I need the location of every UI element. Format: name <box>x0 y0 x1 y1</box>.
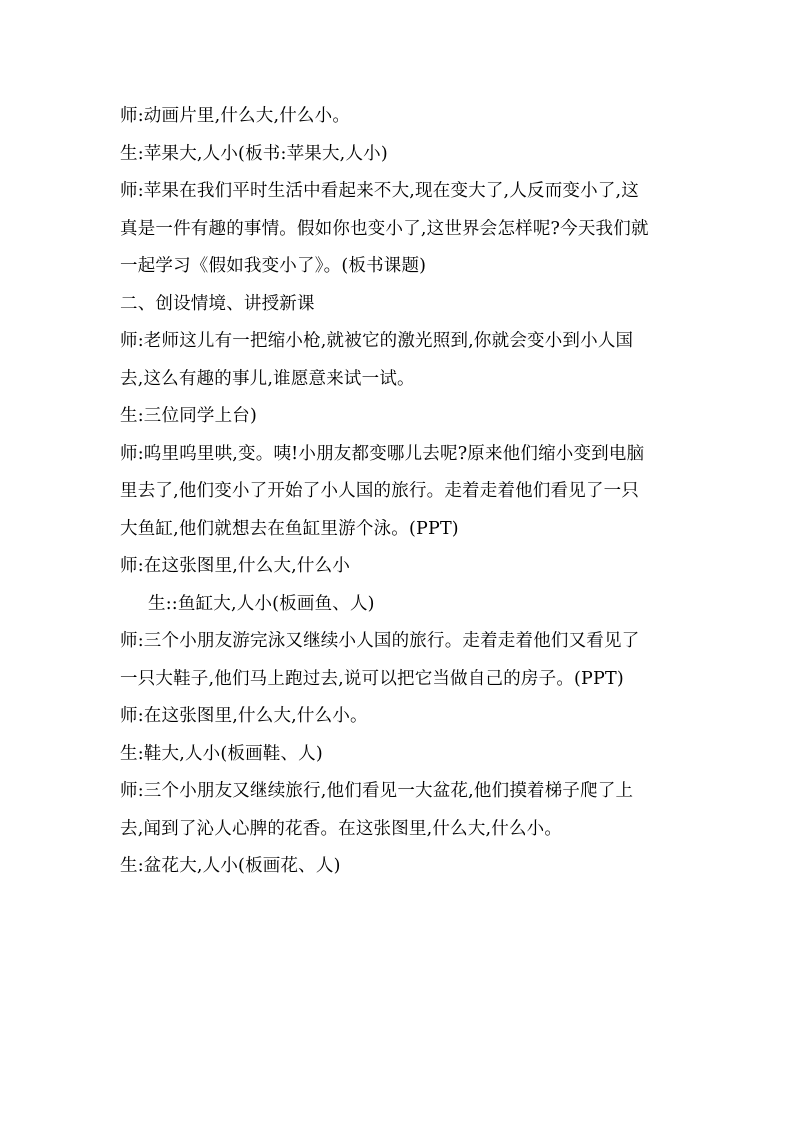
text-line: 生:鞋大,人小(板画鞋、人) <box>120 743 323 764</box>
paragraph-student-answer-2 <box>120 586 680 624</box>
text-line: 大鱼缸,他们就想去在鱼缸里游个泳。(PPT) <box>120 518 459 539</box>
text-line: 师:三个小朋友又继续旅行,他们看见一大盆花,他们摸着梯子爬了上 <box>120 781 634 801</box>
text-line: 二、创设情境、讲授新课 <box>120 293 315 314</box>
text-line: 师:动画片里,什么大,什么小。 <box>120 106 351 126</box>
paragraph-student-answer-3 <box>120 736 680 774</box>
text-line: 师:在这张图里,什么大,什么小。 <box>120 706 368 726</box>
text-line: 生::鱼缸大,人小(板画鱼、人) <box>148 593 375 614</box>
text-line: 师:在这张图里,什么大,什么小 <box>120 556 351 576</box>
paragraph-teacher-question-1 <box>120 98 680 136</box>
text-line: 师:三个小朋友游完泳又继续小人国的旅行。走着走着他们又看见了 <box>120 631 640 651</box>
paragraph-teacher-question-2 <box>120 548 680 586</box>
text-line: 里去了,他们变小了开始了小人国的旅行。走着走着他们看见了一只 <box>120 481 640 501</box>
paragraph-teacher-intro <box>120 173 680 286</box>
paragraph-teacher-question-3 <box>120 698 680 736</box>
text-line: 去,闻到了沁人心脾的花香。在这张图里,什么大,什么小。 <box>120 818 563 839</box>
text-line: 师:呜里呜里哄,变。咦!小朋友都变哪儿去呢?原来他们缩小变到电脑 <box>120 443 645 464</box>
text-line: 生:三位同学上台) <box>120 406 258 426</box>
text-line: 去,这么有趣的事儿,谁愿意来试一试。 <box>120 368 415 389</box>
text-line: 师:老师这儿有一把缩小枪,就被它的激光照到,你就会变小到小人国 <box>120 331 634 351</box>
paragraph-teacher-shrink-gun <box>120 323 680 398</box>
text-line: 一起学习《假如我变小了》。(板书课题) <box>120 256 427 276</box>
paragraph-teacher-shoe <box>120 623 680 698</box>
paragraph-student-action <box>120 398 680 436</box>
text-line: 师:苹果在我们平时生活中看起来不大,现在变大了,人反而变小了,这 <box>120 181 639 201</box>
text-line: 一只大鞋子,他们马上跑过去,说可以把它当做自己的房子。(PPT) <box>120 668 624 689</box>
paragraph-teacher-fishtank <box>120 436 680 549</box>
paragraph-student-answer-4 <box>120 848 680 886</box>
text-line: 生:盆花大,人小(板画花、人) <box>120 856 341 876</box>
text-line: 生:苹果大,人小(板书:苹果大,人小) <box>120 143 388 164</box>
text-line: 真是一件有趣的事情。假如你也变小了,这世界会怎样呢?今天我们就 <box>120 218 649 239</box>
paragraph-teacher-flower <box>120 773 680 848</box>
paragraph-student-answer-1 <box>120 136 680 174</box>
document-body <box>120 98 680 886</box>
section-heading <box>120 286 680 324</box>
